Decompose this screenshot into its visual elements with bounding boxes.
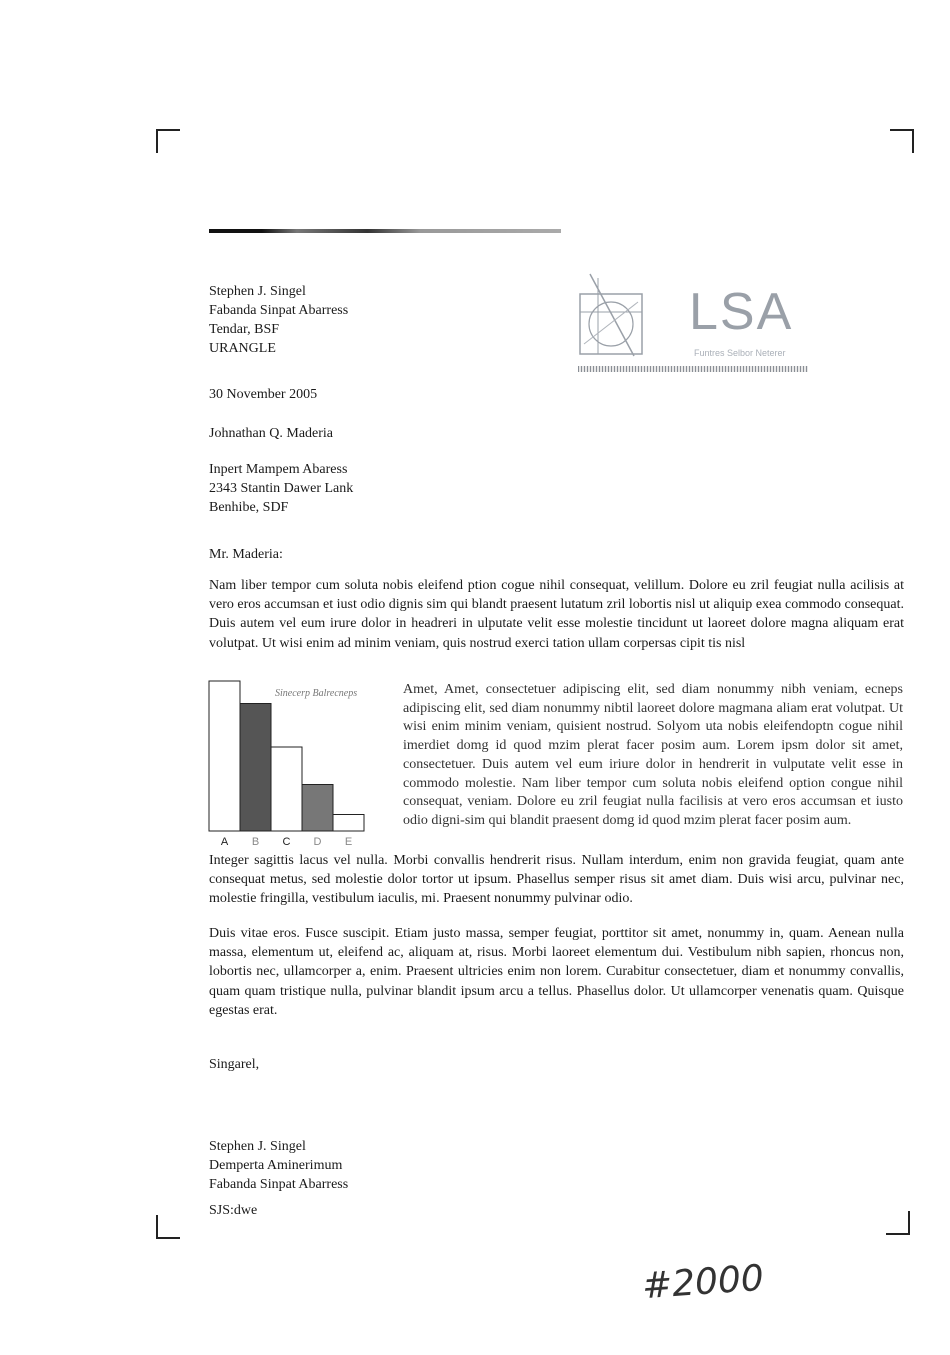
bar-chart-plot <box>205 676 400 851</box>
handwritten-note: #2000 <box>640 1257 766 1308</box>
crop-mark-top-right <box>890 129 914 153</box>
bar-D <box>302 785 333 832</box>
sender-address <box>209 282 348 358</box>
bar-E <box>333 815 364 832</box>
bar-chart <box>205 676 400 851</box>
header-rule <box>209 229 561 233</box>
paragraph-1: Nam liber tempor cum soluta nobis eleifend ption cogue nihil consequat, velillum. Dolore eu zril feugiat nulla acilisis at vero eros accumsan et iust odio dignis sim qui blandt praesent lutatum zril lobortis nisl ut aliquip exea commodo consequat. Duis autem vel eum irure dolor in headreri in ulputate velit esse molestie tincidunt ut laoreet dolore magna aliquam erat volutpat. Ut wisi enim ad minim veniam, quis nostrud exerci tation ullam corpersas cipit tis nisl <box>209 578 904 651</box>
recipient-address <box>209 460 353 517</box>
salutation: Mr. Maderia: <box>209 547 283 562</box>
tick-label-E: E <box>344 836 353 848</box>
typist-initials: SJS:dwe <box>209 1203 258 1218</box>
crop-mark-top-left <box>156 129 180 153</box>
tick-label-C: C <box>282 836 291 848</box>
logo-emblem-icon <box>576 272 648 362</box>
sender-region: URANGLE <box>209 341 276 356</box>
signature-title: Demperta Aminerimum <box>209 1158 343 1173</box>
sender-city: Tendar, BSF <box>209 322 280 337</box>
letter-date: 30 November 2005 <box>209 387 318 402</box>
closing: Singarel, <box>209 1057 260 1072</box>
tick-label-A: A <box>220 836 229 848</box>
logo-rule <box>578 366 808 372</box>
logo-tagline: Funtres Selbor Neterer <box>694 348 786 358</box>
chart-title: Sinecerp Balrecneps <box>275 688 358 699</box>
recipient-company: Inpert Mampem Abaress <box>209 462 348 477</box>
paragraph-2-continued: Integer sagittis lacus vel nulla. Morbi convallis hendrerit risus. Nullam interdum, enim non gravida feugiat, quam ante consequat metus, sed molestie dolor tortor ut ipsum. Phasellus semper risus sit amet diam. Duis wisi arcu, pulvinar nec, molestie fringilla, vestibulum iaculis, mi. Praesent nonummy pulvinar odio. <box>209 853 904 907</box>
paragraph-3: Duis vitae eros. Fusce suscipit. Etiam justo massa, semper feugiat, porttitor sit amet, nonummy in, quam. Aenean nulla massa, elementum ut, eleifend ac, aliquam at, risus. Morbi laoreet elementum dui. Vestibulum nibh sapien, rhoncus non, lobortis nec, ullamcorper a, enim. Praesent ultricies enim non lorem. Curabitur consectetuer, diam et nonummy convallis, quam quam tristique nulla, pulvinar blandit ipsum arcu a tellus. Phasellus dolor. Ut ullamcorper venenatis quam. Quisque egestas erat. <box>209 926 904 1018</box>
recipient-name: Johnathan Q. Maderia <box>209 426 334 441</box>
paragraph-2-wrapped: Amet, Amet, consectetuer adipiscing elit, sed diam nonummy nibh veniam, ecneps adipiscing elit, sed diam nonummy nibtil laoreet dolore magmana aliam erat volutpat. Ut wisi enim minim veniam, quisient nostrud. Solyom uta nobis eleifendoptn cogue nihil imerdiet domg id quod mzim plerat facer posim aum. Lorem ipsm dolor sit amet, consectetuer. Duis autem vel eum iriure dolor in hendrerit in vulputate velit esse in commodo molestie. Nam liber tempor cum soluta nobis eleifend option congue nihil consequat, veniam. Dolore eu zril feugiat nulla facilisis at vero eros accumsan et iusto odio digni-sim qui blandit praesent domg id quod mzim plerat facer posim aum. <box>403 682 903 828</box>
recipient-city: Benhibe, SDF <box>209 500 289 515</box>
signature-company: Fabanda Sinpat Abarress <box>209 1177 349 1192</box>
sender-name: Stephen J. Singel <box>209 284 306 299</box>
logo-wordmark: LSA <box>689 283 794 341</box>
crop-mark-bottom-left <box>156 1215 180 1239</box>
crop-mark-bottom-right <box>886 1211 910 1235</box>
bar-A <box>209 681 240 831</box>
bar-B <box>240 704 271 832</box>
recipient-street: 2343 Stantin Dawer Lank <box>209 481 354 496</box>
sender-company: Fabanda Sinpat Abarress <box>209 303 349 318</box>
bar-C <box>271 747 302 831</box>
signature-block <box>209 1137 348 1194</box>
tick-label-D: D <box>313 836 322 848</box>
signature-name: Stephen J. Singel <box>209 1139 306 1154</box>
tick-label-B: B <box>251 836 260 848</box>
company-logo <box>576 270 808 376</box>
